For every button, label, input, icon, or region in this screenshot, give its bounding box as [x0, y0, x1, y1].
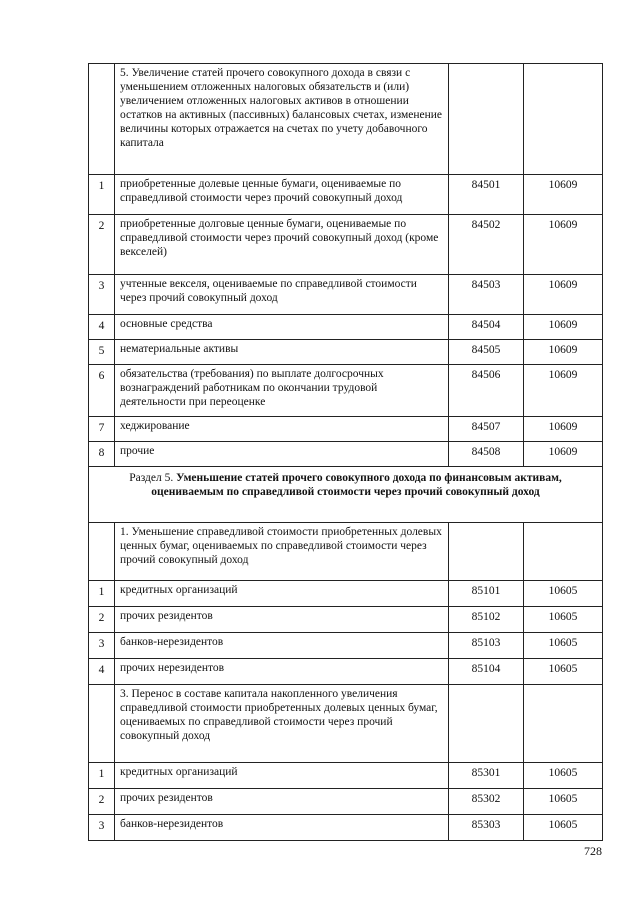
row-number-cell [89, 523, 115, 581]
item-name-cell: прочих резидентов [115, 607, 449, 633]
block-header-row [89, 523, 603, 581]
account-code-cell: 84506 [449, 365, 524, 417]
item-name-cell: банков-нерезидентов [115, 815, 449, 841]
row-number-cell: 8 [89, 442, 115, 467]
block-header-text: 1. Уменьшение справедливой стоимости приобретенных долевых ценных бумаг, оцениваемых по справедливой стоимости через прочий совокупный доход [115, 523, 449, 581]
account-code-cell: 85302 [449, 789, 524, 815]
code-cell [449, 685, 524, 763]
row-number-cell: 4 [89, 315, 115, 340]
account-code-cell: 84507 [449, 417, 524, 442]
section-heading: Уменьшение статей прочего совокупного дохода по финансовым активам, оцениваемым по справедливой стоимости через прочий совокупный доход [151, 472, 562, 498]
row-number-cell [89, 64, 115, 175]
item-name-cell: приобретенные долевые ценные бумаги, оцениваемые по справедливой стоимости через прочий совокупный доход [115, 175, 449, 215]
row-number-cell: 3 [89, 633, 115, 659]
code-cell [449, 523, 524, 581]
item-name-cell: обязательства (требования) по выплате долгосрочных вознаграждений работникам по окончании трудовой деятельности при переоценке [115, 365, 449, 417]
table-row [89, 275, 603, 315]
account-code-cell: 85101 [449, 581, 524, 607]
account-code-cell: 84505 [449, 340, 524, 365]
table-row [89, 763, 603, 789]
item-name-cell: учтенные векселя, оцениваемые по справедливой стоимости через прочий совокупный доход [115, 275, 449, 315]
account-code-cell: 84508 [449, 442, 524, 467]
symbol-code-cell: 10605 [524, 763, 603, 789]
account-code-cell: 85104 [449, 659, 524, 685]
block-header-row [89, 685, 603, 763]
row-number-cell: 5 [89, 340, 115, 365]
table-row [89, 215, 603, 275]
row-number-cell: 1 [89, 581, 115, 607]
row-number-cell [89, 685, 115, 763]
symbol-code-cell: 10609 [524, 215, 603, 275]
table-row [89, 633, 603, 659]
item-name-cell: кредитных организаций [115, 763, 449, 789]
item-name-cell: нематериальные активы [115, 340, 449, 365]
row-number-cell: 3 [89, 815, 115, 841]
symbol-code-cell: 10605 [524, 607, 603, 633]
table-row [89, 315, 603, 340]
item-name-cell: приобретенные долговые ценные бумаги, оцениваемые по справедливой стоимости через прочий совокупный доход (кроме векселей) [115, 215, 449, 275]
table-row [89, 175, 603, 215]
code2-cell [524, 64, 603, 175]
item-name-cell: хеджирование [115, 417, 449, 442]
code2-cell [524, 685, 603, 763]
row-number-cell: 4 [89, 659, 115, 685]
row-number-cell: 2 [89, 215, 115, 275]
accounts-table [88, 63, 603, 841]
account-code-cell: 84502 [449, 215, 524, 275]
symbol-code-cell: 10605 [524, 633, 603, 659]
item-name-cell: прочих нерезидентов [115, 659, 449, 685]
block-header-text: 3. Перенос в составе капитала накопленного увеличения справедливой стоимости приобретенных долевых ценных бумаг, оцениваемых по справедливой стоимости через прочий совокупный доход [115, 685, 449, 763]
account-code-cell: 85303 [449, 815, 524, 841]
item-name-cell: прочие [115, 442, 449, 467]
symbol-code-cell: 10609 [524, 365, 603, 417]
item-name-cell: банков-нерезидентов [115, 633, 449, 659]
account-code-cell: 85102 [449, 607, 524, 633]
account-code-cell: 84501 [449, 175, 524, 215]
symbol-code-cell: 10605 [524, 815, 603, 841]
symbol-code-cell: 10609 [524, 175, 603, 215]
item-name-cell: основные средства [115, 315, 449, 340]
symbol-code-cell: 10605 [524, 789, 603, 815]
symbol-code-cell: 10609 [524, 315, 603, 340]
symbol-code-cell: 10605 [524, 581, 603, 607]
row-number-cell: 1 [89, 763, 115, 789]
row-number-cell: 1 [89, 175, 115, 215]
symbol-code-cell: 10605 [524, 659, 603, 685]
page-number: 728 [584, 844, 602, 858]
table-row [89, 607, 603, 633]
account-code-cell: 84504 [449, 315, 524, 340]
account-code-cell: 85301 [449, 763, 524, 789]
table-row [89, 340, 603, 365]
row-number-cell: 2 [89, 789, 115, 815]
table-row [89, 789, 603, 815]
item-name-cell: прочих резидентов [115, 789, 449, 815]
symbol-code-cell: 10609 [524, 442, 603, 467]
table-row [89, 365, 603, 417]
section-row [89, 467, 603, 523]
table-row [89, 442, 603, 467]
row-number-cell: 7 [89, 417, 115, 442]
code-cell [449, 64, 524, 175]
block-header-row [89, 64, 603, 175]
table-row [89, 659, 603, 685]
row-number-cell: 3 [89, 275, 115, 315]
symbol-code-cell: 10609 [524, 417, 603, 442]
section-prefix: Раздел 5. [129, 472, 177, 484]
row-number-cell: 2 [89, 607, 115, 633]
symbol-code-cell: 10609 [524, 340, 603, 365]
section-title [89, 467, 603, 523]
table-row [89, 417, 603, 442]
symbol-code-cell: 10609 [524, 275, 603, 315]
code2-cell [524, 523, 603, 581]
row-number-cell: 6 [89, 365, 115, 417]
account-code-cell: 85103 [449, 633, 524, 659]
table-row [89, 581, 603, 607]
block-header-text: 5. Увеличение статей прочего совокупного дохода в связи с уменьшением отложенных налоговых обязательств и (или) увеличением отложенных налоговых активов в отношении остатков на активных (пассивных) балансовых счетах, изменение величины которых отражается на счетах по учету добавочного капитала [115, 64, 449, 175]
item-name-cell: кредитных организаций [115, 581, 449, 607]
account-code-cell: 84503 [449, 275, 524, 315]
table-row [89, 815, 603, 841]
